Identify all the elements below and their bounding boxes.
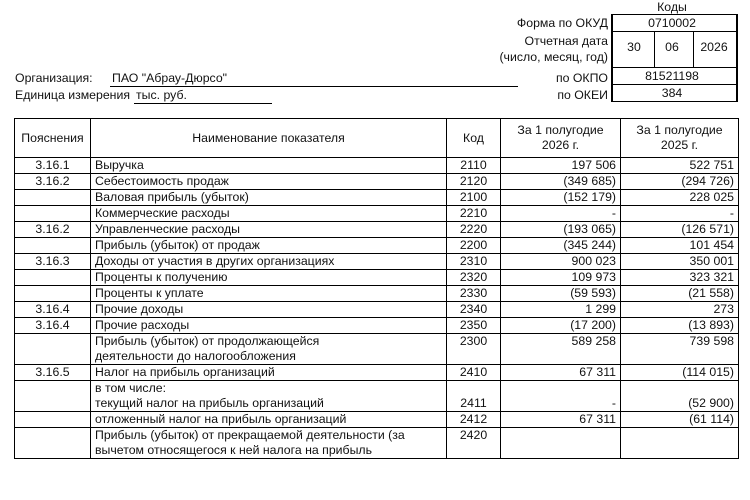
row-current: 589 258 <box>501 334 621 365</box>
table-row <box>15 190 739 206</box>
row-note <box>15 190 91 206</box>
codes-line <box>611 101 737 102</box>
date-month: 06 <box>665 40 679 54</box>
row-code: 2330 <box>447 286 501 302</box>
row-name: Себестоимость продаж <box>91 174 447 190</box>
row-code: 2420 <box>447 428 501 459</box>
row-name-line2: вычетом относящегося к ней налога на прибыль <box>95 443 372 457</box>
row-current: 67 311 <box>501 412 621 428</box>
row-current: 900 023 <box>501 254 621 270</box>
col-current-line1: За 1 полугодие <box>517 123 604 137</box>
row-note: 3.16.2 <box>15 222 91 238</box>
row-code: 2110 <box>447 158 501 174</box>
row-note <box>15 286 91 302</box>
row-current: - <box>501 381 621 412</box>
col-previous-line2: 2025 г. <box>660 138 699 152</box>
codes-line <box>611 67 737 68</box>
report-date-label: Отчетная дата <box>524 34 608 48</box>
codes-line <box>654 31 655 67</box>
unit-value: тыс. руб. <box>136 88 187 102</box>
table-row <box>15 174 739 190</box>
unit-label: Единица измерения <box>15 88 131 102</box>
col-current-line2: 2026 г. <box>541 138 580 152</box>
row-note: 3.16.4 <box>15 302 91 318</box>
codes-line <box>611 14 737 15</box>
table-row <box>15 365 739 381</box>
row-name <box>91 428 447 459</box>
codes-line <box>611 14 613 102</box>
row-previous: 228 025 <box>621 190 739 206</box>
row-previous: (114 015) <box>621 365 739 381</box>
row-code: 2100 <box>447 190 501 206</box>
row-name: Проценты к получению <box>91 270 447 286</box>
row-code: 2340 <box>447 302 501 318</box>
row-current: (152 179) <box>501 190 621 206</box>
table-row <box>15 302 739 318</box>
codes-line <box>611 84 737 85</box>
table-row <box>15 270 739 286</box>
row-note <box>15 238 91 254</box>
row-name-line1: в том числе: <box>95 381 167 395</box>
col-previous-line1: За 1 полугодие <box>636 123 723 137</box>
row-previous: (13 893) <box>621 318 739 334</box>
table-row <box>15 238 739 254</box>
row-note <box>15 206 91 222</box>
col-previous <box>621 119 739 158</box>
row-previous: 323 321 <box>621 270 739 286</box>
row-current: 197 506 <box>501 158 621 174</box>
row-code: 2411 <box>447 381 501 412</box>
row-note <box>15 381 91 412</box>
row-code: 2320 <box>447 270 501 286</box>
row-previous: 350 001 <box>621 254 739 270</box>
row-current: 1 299 <box>501 302 621 318</box>
okei-label: по ОКЕИ <box>557 88 608 102</box>
row-name: Валовая прибыль (убыток) <box>91 190 447 206</box>
row-previous: 522 751 <box>621 158 739 174</box>
row-current: (349 685) <box>501 174 621 190</box>
col-notes: Пояснения <box>15 119 91 158</box>
row-note: 3.16.2 <box>15 174 91 190</box>
row-name: Прибыль (убыток) от продаж <box>91 238 447 254</box>
codes-line <box>611 31 737 32</box>
table-row <box>15 158 739 174</box>
row-note <box>15 428 91 459</box>
date-year: 2026 <box>700 40 728 54</box>
row-current: (17 200) <box>501 318 621 334</box>
row-code: 2310 <box>447 254 501 270</box>
row-name-line2: текущий налог на прибыль организаций <box>95 396 324 410</box>
row-name: Проценты к уплате <box>91 286 447 302</box>
date-day: 30 <box>627 40 641 54</box>
row-note <box>15 334 91 365</box>
row-code: 2412 <box>447 412 501 428</box>
row-name: Выручка <box>91 158 447 174</box>
row-name: Прочие доходы <box>91 302 447 318</box>
table-row <box>15 381 739 412</box>
row-name-line1: Прибыль (убыток) от прекращаемой деятельности (за <box>95 428 405 442</box>
row-current: (345 244) <box>501 238 621 254</box>
codes-title: Коды <box>657 0 687 14</box>
row-code: 2120 <box>447 174 501 190</box>
row-previous: 739 598 <box>621 334 739 365</box>
row-previous: (21 558) <box>621 286 739 302</box>
okpo-value: 81521198 <box>645 69 699 83</box>
unit-underline <box>134 103 272 104</box>
row-code: 2410 <box>447 365 501 381</box>
row-note: 3.16.3 <box>15 254 91 270</box>
org-underline <box>110 86 518 87</box>
table-row <box>15 334 739 365</box>
table-row <box>15 206 739 222</box>
table-row <box>15 286 739 302</box>
row-previous: 273 <box>621 302 739 318</box>
table-row <box>15 412 739 428</box>
table-header-row <box>15 119 739 158</box>
org-value: ПАО "Абрау-Дюрсо" <box>112 71 228 85</box>
okud-value: 0710002 <box>648 16 696 30</box>
row-name: Прочие расходы <box>91 318 447 334</box>
row-current: (59 593) <box>501 286 621 302</box>
row-code: 2350 <box>447 318 501 334</box>
row-name: Управленческие расходы <box>91 222 447 238</box>
row-name: Доходы от участия в других организациях <box>91 254 447 270</box>
row-name <box>91 334 447 365</box>
okud-label: Форма по ОКУД <box>516 16 608 30</box>
row-previous: 101 454 <box>621 238 739 254</box>
row-code: 2210 <box>447 206 501 222</box>
financial-results-table <box>14 118 739 459</box>
row-current <box>501 428 621 459</box>
row-note <box>15 270 91 286</box>
col-current <box>501 119 621 158</box>
row-note <box>15 412 91 428</box>
okpo-label: по ОКПО <box>555 71 608 85</box>
row-previous: (126 571) <box>621 222 739 238</box>
table-row <box>15 428 739 459</box>
row-note: 3.16.1 <box>15 158 91 174</box>
row-previous: (52 900) <box>621 381 739 412</box>
row-previous: (61 114) <box>621 412 739 428</box>
row-current: 67 311 <box>501 365 621 381</box>
row-current: 109 973 <box>501 270 621 286</box>
table-row <box>15 254 739 270</box>
row-note: 3.16.5 <box>15 365 91 381</box>
row-name: Налог на прибыль организаций <box>91 365 447 381</box>
col-name: Наименование показателя <box>91 119 447 158</box>
codes-line <box>736 14 738 102</box>
row-code: 2220 <box>447 222 501 238</box>
table-row <box>15 318 739 334</box>
org-label: Организация: <box>15 71 93 85</box>
row-previous: (294 726) <box>621 174 739 190</box>
row-name-line1: Прибыль (убыток) от продолжающейся <box>95 334 320 348</box>
row-current: - <box>501 206 621 222</box>
row-name: отложенный налог на прибыль организаций <box>91 412 447 428</box>
row-previous <box>621 428 739 459</box>
report-date-sublabel: (число, месяц, год) <box>499 50 608 64</box>
row-code: 2300 <box>447 334 501 365</box>
row-current: (193 065) <box>501 222 621 238</box>
row-code: 2200 <box>447 238 501 254</box>
okei-value: 384 <box>661 86 683 100</box>
row-note: 3.16.4 <box>15 318 91 334</box>
row-previous: - <box>621 206 739 222</box>
col-code: Код <box>447 119 501 158</box>
row-name-line2: деятельности до налогообложения <box>95 349 296 363</box>
row-name <box>91 381 447 412</box>
table-row <box>15 222 739 238</box>
codes-line <box>693 31 694 67</box>
row-name: Коммерческие расходы <box>91 206 447 222</box>
